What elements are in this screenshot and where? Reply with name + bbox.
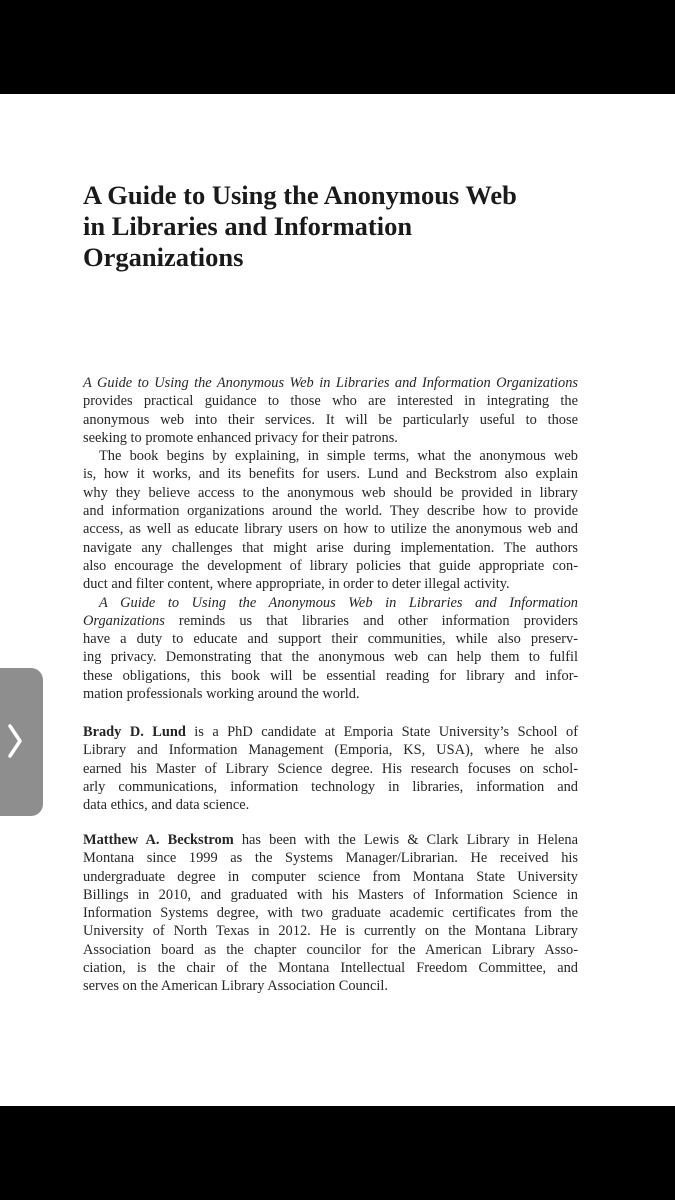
description-line: duct and filter content, where appropriate, in order to deter illegal activity. [83, 576, 510, 593]
description-line: provides practical guidance to those who are interested in integrating the [83, 393, 578, 410]
description-line: and information organizations around the world. They describe how to provide [83, 503, 578, 520]
book-description [83, 374, 578, 703]
book-title [83, 180, 603, 273]
author-bio-lund [83, 723, 578, 814]
bio-line: Matthew A. Beckstrom has been with the Lewis & Clark Library in Helena [83, 832, 578, 848]
bio-line: ciation, is the chair of the Montana Intellectual Freedom Committee, and [83, 960, 578, 977]
title-line: Organizations [83, 242, 244, 272]
bio-line: Montana since 1999 as the Systems Manager/Librarian. He received his [83, 850, 578, 867]
author-bio-beckstrom [83, 831, 578, 996]
bio-line: data ethics, and data science. [83, 797, 250, 814]
description-line: A Guide to Using the Anonymous Web in Libraries and Information Organizations [83, 375, 578, 391]
bio-line: Association board as the chapter councilor for the American Library Asso- [83, 941, 578, 958]
description-line: is, how it works, and its benefits for users. Lund and Beckstrom also explain [83, 466, 578, 483]
chevron-right-icon [8, 724, 22, 758]
bio-line: Billings in 2010, and graduated with his Masters of Information Science in [83, 886, 578, 903]
bio-line: serves on the American Library Association Council. [83, 978, 388, 995]
title-line: in Libraries and Information [83, 211, 413, 241]
description-line: these obligations, this book will be essential reading for library and infor- [83, 667, 578, 684]
book-page [0, 94, 675, 1106]
author-name: Matthew A. Beckstrom [83, 832, 234, 848]
description-line: navigate any challenges that might arise during implementation. The authors [83, 539, 578, 556]
bio-line: arly communications, information technology in libraries, information and [83, 778, 578, 795]
bio-line: earned his Master of Library Science degree. His research focuses on schol- [83, 760, 578, 777]
bio-line: Information Systems degree, with two graduate academic certificates from the [83, 905, 578, 922]
description-line: why they believe access to the anonymous web should be provided in library [83, 484, 578, 501]
bio-line: University of North Texas in 2012. He is currently on the Montana Library [83, 923, 578, 940]
description-line: ing privacy. Demonstrating that the anonymous web can help them to fulfil [83, 649, 578, 666]
title-line: A Guide to Using the Anonymous Web [83, 180, 517, 210]
description-line: anonymous web into their services. It will be particularly useful to those [83, 411, 578, 428]
description-line: seeking to promote enhanced privacy for their patrons. [83, 429, 398, 446]
bio-line: undergraduate degree in computer science from Montana State University [83, 868, 578, 885]
description-line: A Guide to Using the Anonymous Web in Libraries and Information [99, 594, 578, 611]
description-line: also encourage the development of library policies that guide appropriate con- [83, 557, 578, 574]
description-line: access, as well as educate library users on how to utilize the anonymous web and [83, 521, 578, 538]
bio-line: Library and Information Management (Emporia, KS, USA), where he also [83, 742, 578, 759]
bio-line: Brady D. Lund is a PhD candidate at Emporia State University’s School of [83, 724, 578, 740]
author-name: Brady D. Lund [83, 724, 186, 740]
description-line: Organizations reminds us that libraries and other information providers [83, 612, 578, 629]
description-line: mation professionals working around the world. [83, 686, 360, 703]
description-line: The book begins by explaining, in simple terms, what the anonymous web [99, 448, 578, 465]
next-page-tab[interactable] [0, 668, 43, 816]
description-line: have a duty to educate and support their communities, while also preserv- [83, 631, 578, 648]
